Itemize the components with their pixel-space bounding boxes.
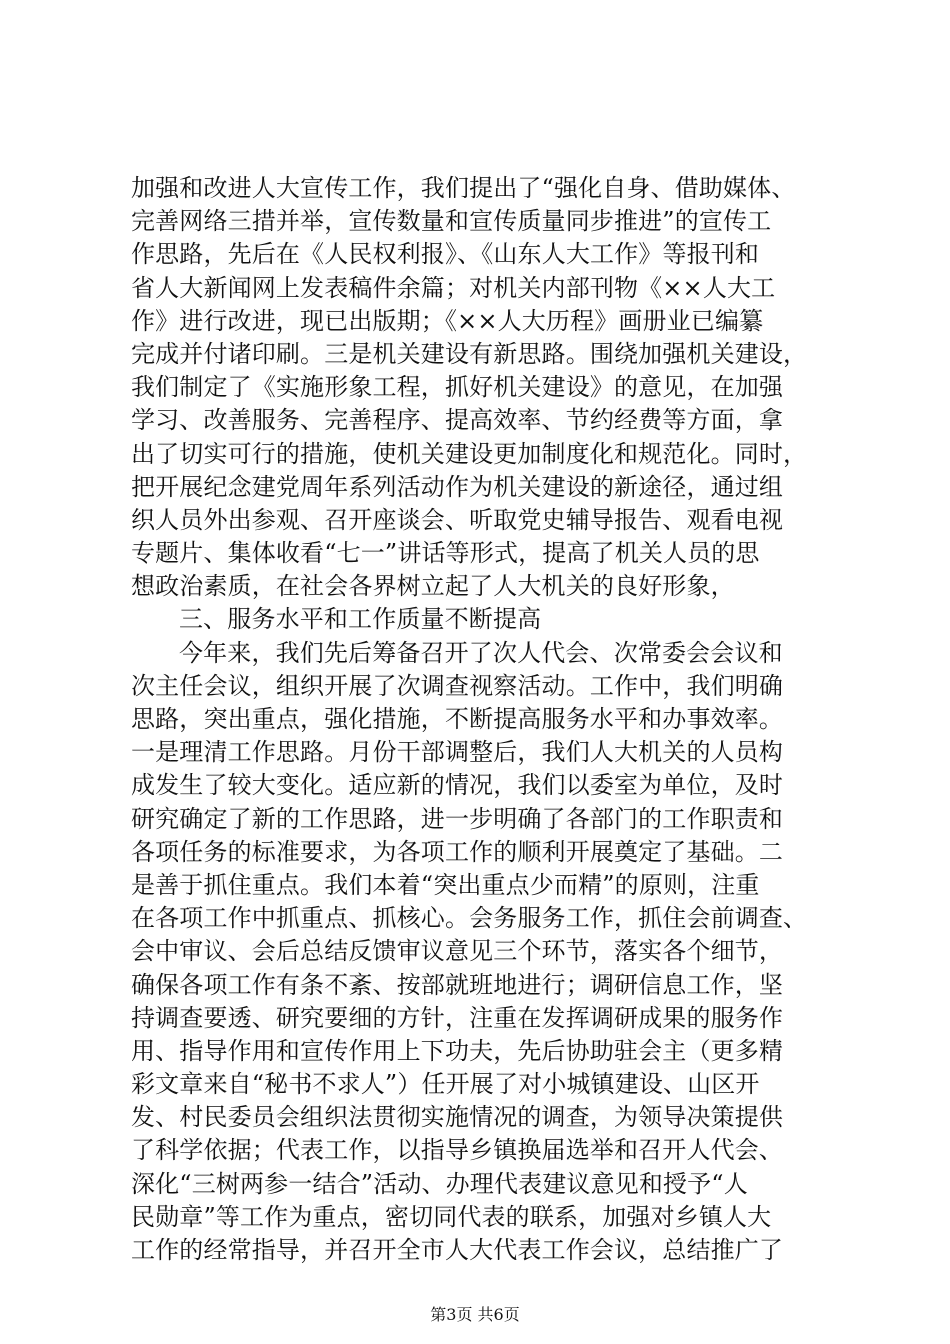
paragraph-first-line: 今年来，我们先后筹备召开了次人代会、次常委会会议和 xyxy=(179,638,783,667)
text-line: 是善于抓住重点。我们本着“突出重点少而精”的原则，注重 xyxy=(131,870,760,899)
text-line: 工作的经常指导，并召开全市人大代表工作会议，总结推广了 xyxy=(131,1236,784,1264)
text-line: 出了切实可行的措施，使机关建设更加制度化和规范化。同时， xyxy=(131,439,808,468)
text-line: 织人员外出参观、召开座谈会、听取党史辅导报告、观看电视 xyxy=(131,505,784,534)
text-line: 了科学依据；代表工作，以指导乡镇换届选举和召开人代会、 xyxy=(131,1136,784,1165)
text-line: 成发生了较大变化。适应新的情况，我们以委室为单位，及时 xyxy=(131,771,784,800)
text-line: 我们制定了《实施形象工程，抓好机关建设》的意见，在加强 xyxy=(131,373,784,402)
text-line: 加强和改进人大宣传工作，我们提出了“强化自身、借助媒体、 xyxy=(131,174,796,202)
text-line: 完成并付诸印刷。三是机关建设有新思路。围绕加强机关建设， xyxy=(131,339,808,368)
page-number: 第3页 共6页 xyxy=(430,1305,520,1324)
text-line: 作思路，先后在《人民权利报》、《山东人大工作》等报刊和 xyxy=(131,240,760,269)
text-line: 省人大新闻网上发表稿件余篇；对机关内部刊物《××人大工 xyxy=(131,273,776,302)
body-text xyxy=(131,172,831,1267)
text-line: 把开展纪念建党周年系列活动作为机关建设的新途径，通过组 xyxy=(131,472,784,501)
text-line: 各项任务的标准要求，为各项工作的顺利开展奠定了基础。二 xyxy=(131,837,784,866)
text-line: 思路，突出重点，强化措施，不断提高服务水平和办事效率。 xyxy=(131,705,784,733)
text-line: 在各项工作中抓重点、抓核心。会务服务工作，抓住会前调查、 xyxy=(131,904,808,933)
text-line: 专题片、集体收看“七一”讲话等形式，提高了机关人员的思 xyxy=(131,539,760,568)
page-footer xyxy=(0,1305,950,1325)
text-line: 作》进行改进，现已出版期；《××人大历程》画册业已编纂 xyxy=(131,306,764,335)
text-line: 彩文章来自“秘书不求人”）任开展了对小城镇建设、山区开 xyxy=(131,1070,760,1099)
text-line: 发、村民委员会组织法贯彻实施情况的调查，为领导决策提供 xyxy=(131,1103,784,1132)
text-line: 研究确定了新的工作思路，进一步明确了各部门的工作职责和 xyxy=(131,804,784,833)
text-line: 民勋章”等工作为重点，密切同代表的联系，加强对乡镇人大 xyxy=(131,1202,772,1231)
text-line: 会中审议、会后总结反馈审议意见三个环节，落实各个细节， xyxy=(131,937,784,966)
text-line: 次主任会议，组织开展了次调查视察活动。工作中，我们明确 xyxy=(131,671,784,700)
text-line: 用、指导作用和宣传作用上下功夫，先后协助驻会主（更多精 xyxy=(131,1036,784,1065)
text-line: 持调查要透、研究要细的方针，注重在发挥调研成果的服务作 xyxy=(131,1003,784,1032)
text-line: 确保各项工作有条不紊、按部就班地进行；调研信息工作，坚 xyxy=(131,970,784,999)
text-line: 完善网络三措并举，宣传数量和宣传质量同步推进”的宣传工 xyxy=(131,207,772,236)
section-heading: 三、服务水平和工作质量不断提高 xyxy=(179,605,542,634)
text-line: 想政治素质，在社会各界树立起了人大机关的良好形象， xyxy=(131,572,735,601)
text-line: 学习、改善服务、完善程序、提高效率、节约经费等方面，拿 xyxy=(131,406,784,435)
text-line: 一是理清工作思路。月份干部调整后，我们人大机关的人员构 xyxy=(131,738,784,767)
text-line: 深化“三树两参一结合”活动、办理代表建议意见和授予“人 xyxy=(131,1169,748,1198)
